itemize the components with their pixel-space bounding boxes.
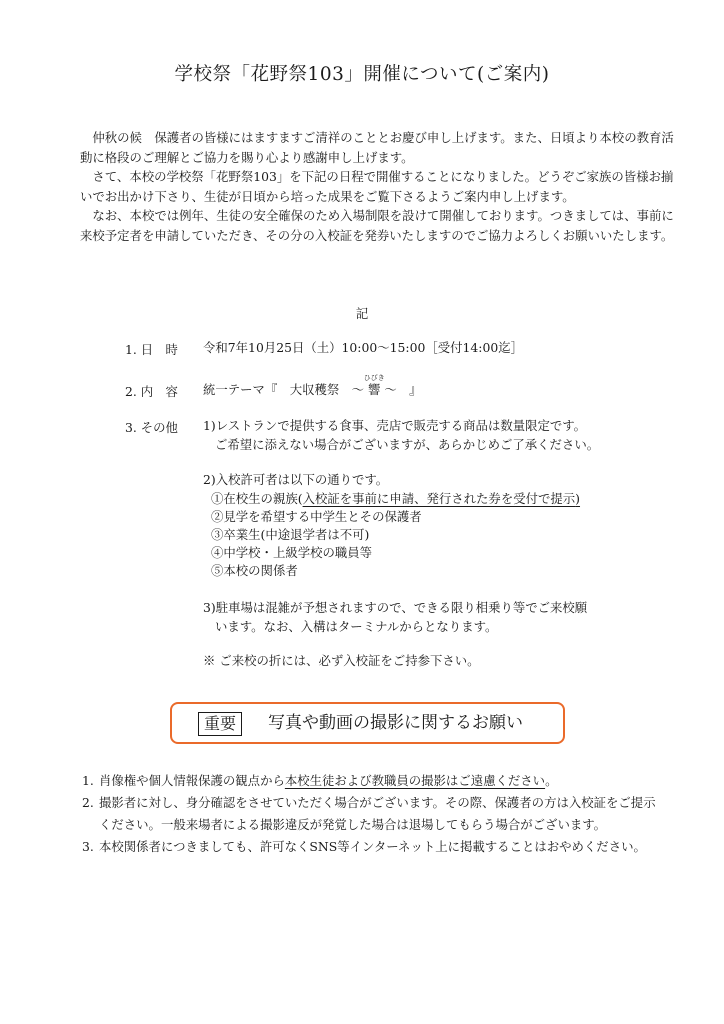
item-content-label: 2. 内 容	[125, 384, 178, 399]
ki-heading: 記	[355, 306, 369, 321]
intro-paragraph-3: なお、本校では例年、生徒の安全確保のため入場制限を設けて開催しております。つきましては、事前に来校予定者を申請していただき、その分の入校証を発券いたしますのでご協力よろしくお願いいたします。	[80, 208, 674, 243]
permit-1-close: )	[575, 491, 581, 506]
permit-3: ③卒業生(中途退学者は不可)	[211, 527, 370, 542]
rule-item-3	[82, 836, 662, 858]
theme-suffix: ～ 』	[384, 382, 422, 397]
permit-1-underlined: 入校証を事前に申請、発行された券を受付で提示	[302, 491, 576, 506]
other-sub3-line2: います。なお、入構はターミナルからとなります。	[215, 619, 498, 634]
theme-ruby-text: ひびき	[363, 374, 385, 382]
rule-item-2	[82, 792, 662, 836]
important-box	[170, 702, 565, 744]
important-badge: 重要	[198, 712, 242, 736]
permit-2: ②見学を希望する中学生とその保護者	[211, 509, 422, 524]
other-sub1-line1: 1)レストランで提供する食事、売店で販売する商品は数量限定です。	[203, 418, 587, 433]
permit-1-main: ①在校生の親族(	[211, 491, 303, 506]
rule-3-text: 本校関係者につきましても、許可なくSNS等インターネット上に掲載することはおやめください。	[99, 839, 646, 854]
rule-2-text: 撮影者に対し、身分確認をさせていただく場合がございます。その際、保護者の方は入校証をご提示ください。一般来場者による撮影違反が発覚した場合は退場してもらう場合がございます。	[99, 795, 656, 832]
other-sub1-line2: ご希望に添えない場合がございますが、あらかじめご了承ください。	[215, 437, 600, 452]
document-title: 学校祭「花野祭103」開催について(ご案内)	[174, 64, 550, 85]
rule-1-after: 。	[545, 773, 558, 788]
rule-1-underlined: 本校生徒および教職員の撮影はご遠慮ください	[284, 773, 546, 788]
visit-note: ※ ご来校の折には、必ず入校証をご持参下さい。	[203, 653, 480, 668]
permit-5: ⑤本校の関係者	[211, 563, 298, 578]
item-other-label: 3. その他	[125, 420, 178, 435]
other-sub2-heading: 2)入校許可者は以下の通りです。	[203, 472, 389, 487]
rule-item-1	[82, 770, 662, 792]
rule-1-before: 肖像権や個人情報保護の観点から	[99, 773, 285, 788]
theme-prefix: 統一テーマ『 大収穫祭 ～	[203, 382, 365, 397]
item-content-value	[203, 374, 422, 399]
rule-number: 1.	[82, 773, 94, 788]
theme-ruby-base: 響	[368, 382, 381, 397]
intro-text	[80, 128, 680, 245]
important-title: 写真や動画の撮影に関するお願い	[268, 713, 523, 733]
permit-4: ④中学校・上級学校の職員等	[211, 545, 373, 560]
intro-paragraph-1: 仲秋の候 保護者の皆様にはますますご清祥のこととお慶び申し上げます。また、日頃より本校の教育活動に格段のご理解とご協力を賜り心より感謝申し上げます。	[80, 130, 674, 165]
intro-paragraph-2: さて、本校の学校祭「花野祭103」を下記の日程で開催することになりました。どうぞご家族の皆様お揃いでお出かけ下さり、生徒が日頃から培った成果をご覧下さるようご案内申し上げます。	[80, 169, 674, 204]
other-sub3-line1: 3)駐車場は混雑が予想されますので、できる限り相乗り等でご来校願	[203, 600, 588, 615]
rule-number: 2.	[82, 795, 94, 810]
rules-list	[82, 770, 662, 858]
item-date-label: 1. 日 時	[125, 342, 178, 357]
permit-1	[211, 489, 580, 508]
theme-ruby	[363, 374, 385, 399]
rule-number: 3.	[82, 839, 94, 854]
item-date-value: 令和7年10月25日（土）10:00～15:00［受付14:00迄］	[203, 340, 524, 355]
